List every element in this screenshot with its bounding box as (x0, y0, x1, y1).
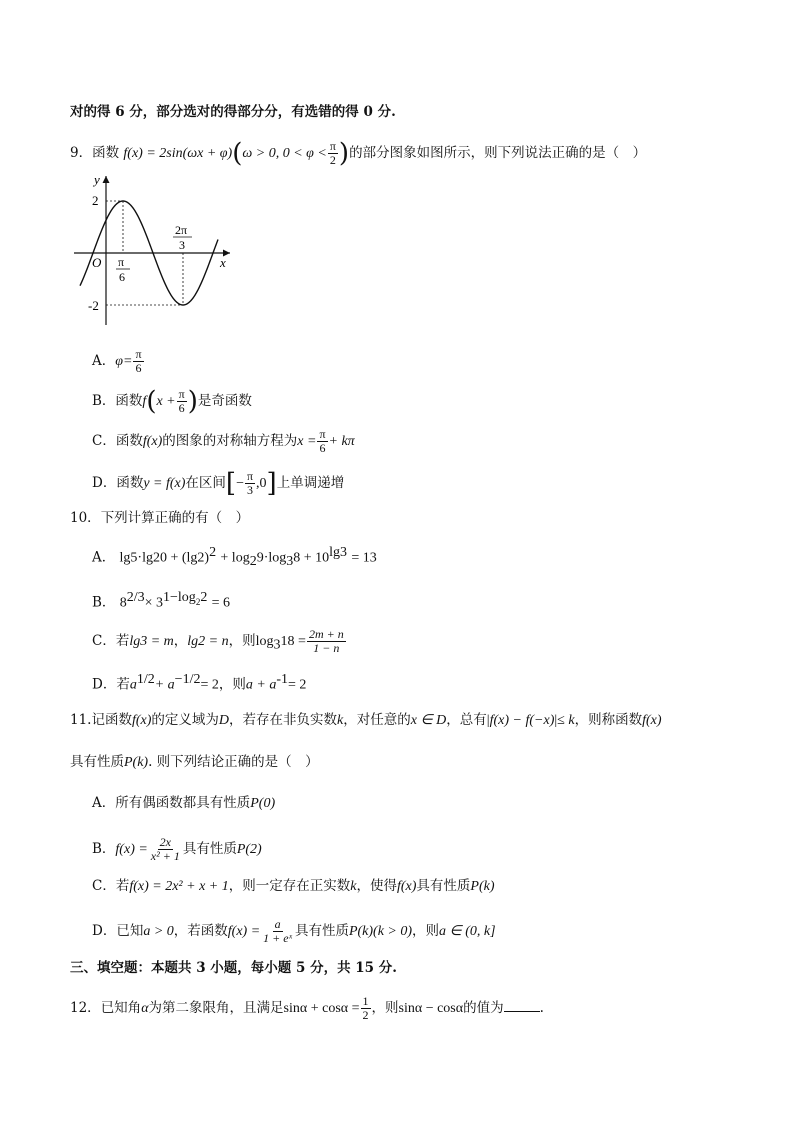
y-max-label: 2 (92, 193, 99, 208)
y-min-label: -2 (88, 298, 99, 313)
question-9-stem: 9．函数 f(x) = 2sin(ωx + φ)(ω > 0, 0 < φ < $\frac{\pi}{2}$ )的部分图象如图所示，则下列说法正确的是（ ） (70, 138, 647, 169)
instruction-line: 对的得 6 分，部分选对的得部分分，有选错的得 0 分. (70, 104, 396, 120)
sine-graph (70, 170, 240, 330)
question-10-stem: 10．下列计算正确的有（ ） (70, 510, 250, 526)
trough-x-den: 3 (179, 238, 185, 252)
question-11-stem-line2: 具有性质P(k). 则下列结论正确的是（ ） (70, 754, 319, 770)
origin-label: O (92, 255, 102, 270)
q9-option-d[interactable]: D．函数y = f(x)在区间[− $\frac{\pi}{3}$ ,0]上单调递增 (92, 468, 345, 499)
q11-option-d[interactable]: D．已知a > 0，若函数f(x) = $\frac{a}{\text{1 + eˣ}}$ 具有性质P(k)(k > 0)，则a ∈ (0, k] (92, 917, 496, 945)
q10-option-c[interactable]: C．若lg3 = m，lg2 = n，则$\log_318$ = $\frac{2m + n}{1 - n}$ (92, 627, 344, 655)
q11-option-c[interactable]: C．若f(x) = 2x² + x + 1，则一定存在正实数k，使得f(x)具有性质P(k) (92, 878, 495, 894)
question-number: 9． (70, 145, 93, 161)
x-axis-label: x (220, 255, 226, 270)
trough-x-num: 2π (175, 223, 188, 237)
q11-option-b[interactable]: B．f(x) = $\frac{2x}{\text{x² + 1}}$ 具有性质P(2) (92, 835, 262, 863)
q10-option-d[interactable]: D．若$a^{1/2}+ a^{-1/2}= 2$，则$a + a^{-1}= 2$ (92, 672, 307, 693)
q10-option-b[interactable]: B． $8^{2/3}\times 3^{1-log_22} = 6$ (92, 590, 231, 611)
question-12-stem: 12．已知角α为第二象限角，且满足sinα + cosα = $\frac{1}{2}$ ，则sinα − cosα的值为 . (70, 994, 544, 1022)
q9-option-a[interactable]: A．φ= $\frac{\pi}{6}$ (92, 347, 142, 375)
y-axis-label: y (94, 172, 100, 187)
answer-blank[interactable] (504, 999, 540, 1012)
q10-option-a[interactable]: A． $\lg 5\cdot\lg 20 + (\lg 2)^2 + \log_29\cdot\log_38 + 10^{lg3} = 13$ (92, 545, 377, 570)
peak-x-den: 6 (119, 270, 125, 284)
section-3-heading: 三、填空题：本题共 3 小题，每小题 5 分，共 15 分. (70, 960, 397, 976)
q9-option-b[interactable]: B．函数f(x + $\frac{\pi}{6}$ )是奇函数 (92, 386, 252, 417)
q9-option-c[interactable]: C．函数f(x)的图象的对称轴方程为x = $\frac{\pi}{6}$ + kπ (92, 427, 355, 455)
peak-x-num: π (118, 255, 125, 269)
question-11-stem-line1: 11.记函数f(x)的定义域为D，若存在非负实数k，对任意的x ∈ D，总有|f(x) − f(−x)|≤ k，则称函数f(x) (70, 712, 662, 728)
q11-option-a[interactable]: A．所有偶函数都具有性质P(0) (92, 795, 276, 811)
